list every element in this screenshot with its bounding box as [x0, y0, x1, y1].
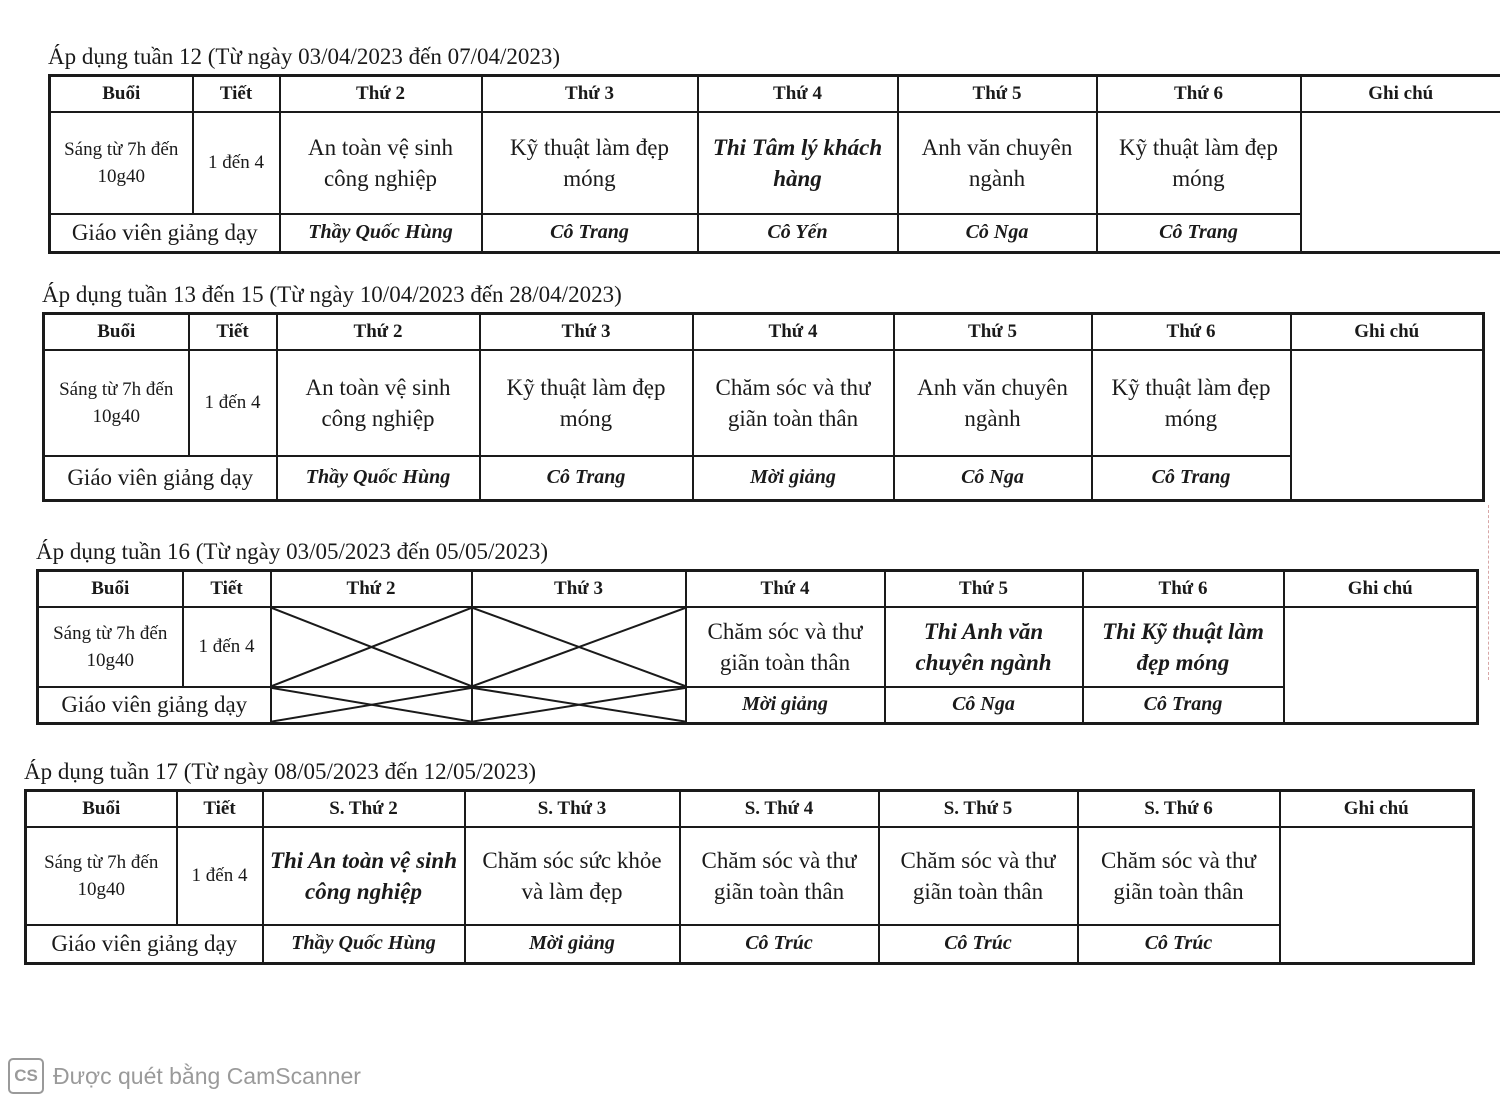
- periods-cell: 1 đến 4: [183, 607, 271, 687]
- teacher-cell: Mời giảng: [686, 687, 885, 723]
- week-caption: Áp dụng tuần 13 đến 15 (Từ ngày 10/04/2023 đến 28/04/2023): [42, 282, 622, 307]
- teacher-cell: Cô Trang: [1097, 214, 1301, 252]
- col-header-day: Thứ 5: [885, 571, 1083, 608]
- subject-cell: Chăm sóc và thư giãn toàn thân: [879, 827, 1078, 925]
- note-cell: [1291, 350, 1484, 500]
- crossed-out-cell: [271, 607, 472, 687]
- note-cell: [1301, 112, 1500, 252]
- teacher-cell: Cô Trúc: [680, 925, 879, 963]
- subject-cell: Kỹ thuật làm đẹp móng: [1097, 112, 1301, 214]
- teacher-cell: Cô Trang: [1092, 456, 1291, 500]
- cross-out-mark: [473, 608, 685, 686]
- subject-cell: Chăm sóc và thư giãn toàn thân: [693, 350, 894, 456]
- week-caption: Áp dụng tuần 12 (Từ ngày 03/04/2023 đến 07/04/2023): [48, 44, 561, 69]
- teacher-cell: Mời giảng: [465, 925, 680, 963]
- teacher-row: [38, 687, 1478, 723]
- col-header-day: Thứ 6: [1097, 76, 1301, 113]
- session-cell: Sáng từ 7h đến 10g40: [44, 350, 189, 456]
- col-header-ghi-chu: Ghi chú: [1280, 791, 1474, 828]
- session-cell: Sáng từ 7h đến 10g40: [26, 827, 177, 925]
- teacher-cell: Cô Trang: [480, 456, 693, 500]
- teacher-cell: Thầy Quốc Hùng: [263, 925, 465, 963]
- teacher-cell: Cô Nga: [898, 214, 1097, 252]
- subject-cell: Chăm sóc và thư giãn toàn thân: [1078, 827, 1280, 925]
- periods-cell: 1 đến 4: [193, 112, 280, 214]
- schedule-table: [24, 789, 1475, 965]
- col-header-day: Thứ 4: [693, 314, 894, 351]
- exam-subject-cell: Thi An toàn vệ sinh công nghiệp: [263, 827, 465, 925]
- crossed-out-cell: [472, 687, 686, 723]
- week-caption: Áp dụng tuần 16 (Từ ngày 03/05/2023 đến 05/05/2023): [36, 539, 549, 564]
- exam-subject-cell: Thi Kỹ thuật làm đẹp móng: [1083, 607, 1284, 687]
- col-header-tiet: Tiết: [183, 571, 271, 608]
- col-header-ghi-chu: Ghi chú: [1291, 314, 1484, 351]
- week-block: [42, 278, 1485, 502]
- col-header-tiet: Tiết: [193, 76, 280, 113]
- subject-cell: Kỹ thuật làm đẹp móng: [1092, 350, 1291, 456]
- col-header-day: Thứ 3: [480, 314, 693, 351]
- note-cell: [1284, 607, 1478, 723]
- teacher-row: [50, 214, 1500, 252]
- teacher-row-label: Giáo viên giảng dạy: [38, 687, 271, 723]
- teacher-row-label: Giáo viên giảng dạy: [26, 925, 263, 963]
- schedule-table: [36, 569, 1479, 725]
- teacher-cell: Cô Nga: [894, 456, 1092, 500]
- teacher-cell: Cô Nga: [885, 687, 1083, 723]
- col-header-day: S. Thứ 6: [1078, 791, 1280, 828]
- week-block: [24, 755, 1475, 965]
- schedule-table: [48, 74, 1500, 254]
- teacher-cell: Thầy Quốc Hùng: [277, 456, 480, 500]
- header-row: [26, 791, 1474, 828]
- col-header-day: S. Thứ 3: [465, 791, 680, 828]
- teacher-row-label: Giáo viên giảng dạy: [44, 456, 277, 500]
- subject-cell: Chăm sóc và thư giãn toàn thân: [686, 607, 885, 687]
- week-block: [48, 40, 1500, 254]
- col-header-day: S. Thứ 4: [680, 791, 879, 828]
- schedule-table: [42, 312, 1485, 502]
- col-header-day: Thứ 2: [277, 314, 480, 351]
- session-cell: Sáng từ 7h đến 10g40: [50, 112, 193, 214]
- periods-cell: 1 đến 4: [189, 350, 277, 456]
- col-header-tiet: Tiết: [177, 791, 263, 828]
- subject-cell: Kỹ thuật làm đẹp móng: [480, 350, 693, 456]
- teacher-cell: Mời giảng: [693, 456, 894, 500]
- header-row: [44, 314, 1484, 351]
- col-header-day: Thứ 4: [698, 76, 898, 113]
- col-header-buoi: Buổi: [50, 76, 193, 113]
- cross-out-mark: [272, 688, 471, 722]
- teacher-cell: Thầy Quốc Hùng: [280, 214, 482, 252]
- col-header-day: Thứ 2: [271, 571, 472, 608]
- subject-cell: An toàn vệ sinh công nghiệp: [277, 350, 480, 456]
- col-header-buoi: Buổi: [26, 791, 177, 828]
- note-cell: [1280, 827, 1474, 963]
- col-header-day: Thứ 3: [482, 76, 698, 113]
- teacher-row-label: Giáo viên giảng dạy: [50, 214, 280, 252]
- subject-cell: Chăm sóc và thư giãn toàn thân: [680, 827, 879, 925]
- col-header-day: Thứ 3: [472, 571, 686, 608]
- subject-row: [26, 827, 1474, 925]
- subject-cell: Anh văn chuyên ngành: [894, 350, 1092, 456]
- week-caption: Áp dụng tuần 17 (Từ ngày 08/05/2023 đến 12/05/2023): [24, 759, 537, 784]
- col-header-ghi-chu: Ghi chú: [1284, 571, 1478, 608]
- col-header-tiet: Tiết: [189, 314, 277, 351]
- col-header-day: Thứ 5: [898, 76, 1097, 113]
- subject-cell: Anh văn chuyên ngành: [898, 112, 1097, 214]
- teacher-cell: Cô Yến: [698, 214, 898, 252]
- subject-row: [38, 607, 1478, 687]
- scan-edge-marks: [1488, 505, 1499, 680]
- header-row: [50, 76, 1500, 113]
- subject-cell: Kỹ thuật làm đẹp móng: [482, 112, 698, 214]
- teacher-cell: Cô Trúc: [879, 925, 1078, 963]
- teacher-row: [26, 925, 1474, 963]
- subject-cell: Chăm sóc sức khỏe và làm đẹp: [465, 827, 680, 925]
- cross-out-mark: [473, 688, 685, 722]
- session-cell: Sáng từ 7h đến 10g40: [38, 607, 183, 687]
- subject-cell: An toàn vệ sinh công nghiệp: [280, 112, 482, 214]
- header-row: [38, 571, 1478, 608]
- camscanner-logo-icon: CS: [8, 1058, 44, 1094]
- crossed-out-cell: [472, 607, 686, 687]
- teacher-cell: Cô Trang: [482, 214, 698, 252]
- subject-row: [50, 112, 1500, 214]
- col-header-day: S. Thứ 5: [879, 791, 1078, 828]
- col-header-buoi: Buổi: [38, 571, 183, 608]
- col-header-day: Thứ 5: [894, 314, 1092, 351]
- week-block: [36, 535, 1479, 725]
- col-header-buoi: Buổi: [44, 314, 189, 351]
- exam-subject-cell: Thi Anh văn chuyên ngành: [885, 607, 1083, 687]
- exam-subject-cell: Thi Tâm lý khách hàng: [698, 112, 898, 214]
- col-header-day: Thứ 2: [280, 76, 482, 113]
- crossed-out-cell: [271, 687, 472, 723]
- col-header-day: Thứ 6: [1092, 314, 1291, 351]
- col-header-day: Thứ 6: [1083, 571, 1284, 608]
- teacher-cell: Cô Trúc: [1078, 925, 1280, 963]
- watermark-text: Được quét bằng CamScanner: [53, 1062, 361, 1089]
- col-header-ghi-chu: Ghi chú: [1301, 76, 1500, 113]
- col-header-day: S. Thứ 2: [263, 791, 465, 828]
- periods-cell: 1 đến 4: [177, 827, 263, 925]
- col-header-day: Thứ 4: [686, 571, 885, 608]
- teacher-cell: Cô Trang: [1083, 687, 1284, 723]
- camscanner-watermark: [8, 1058, 361, 1094]
- subject-row: [44, 350, 1484, 456]
- cross-out-mark: [272, 608, 471, 686]
- teacher-row: [44, 456, 1484, 500]
